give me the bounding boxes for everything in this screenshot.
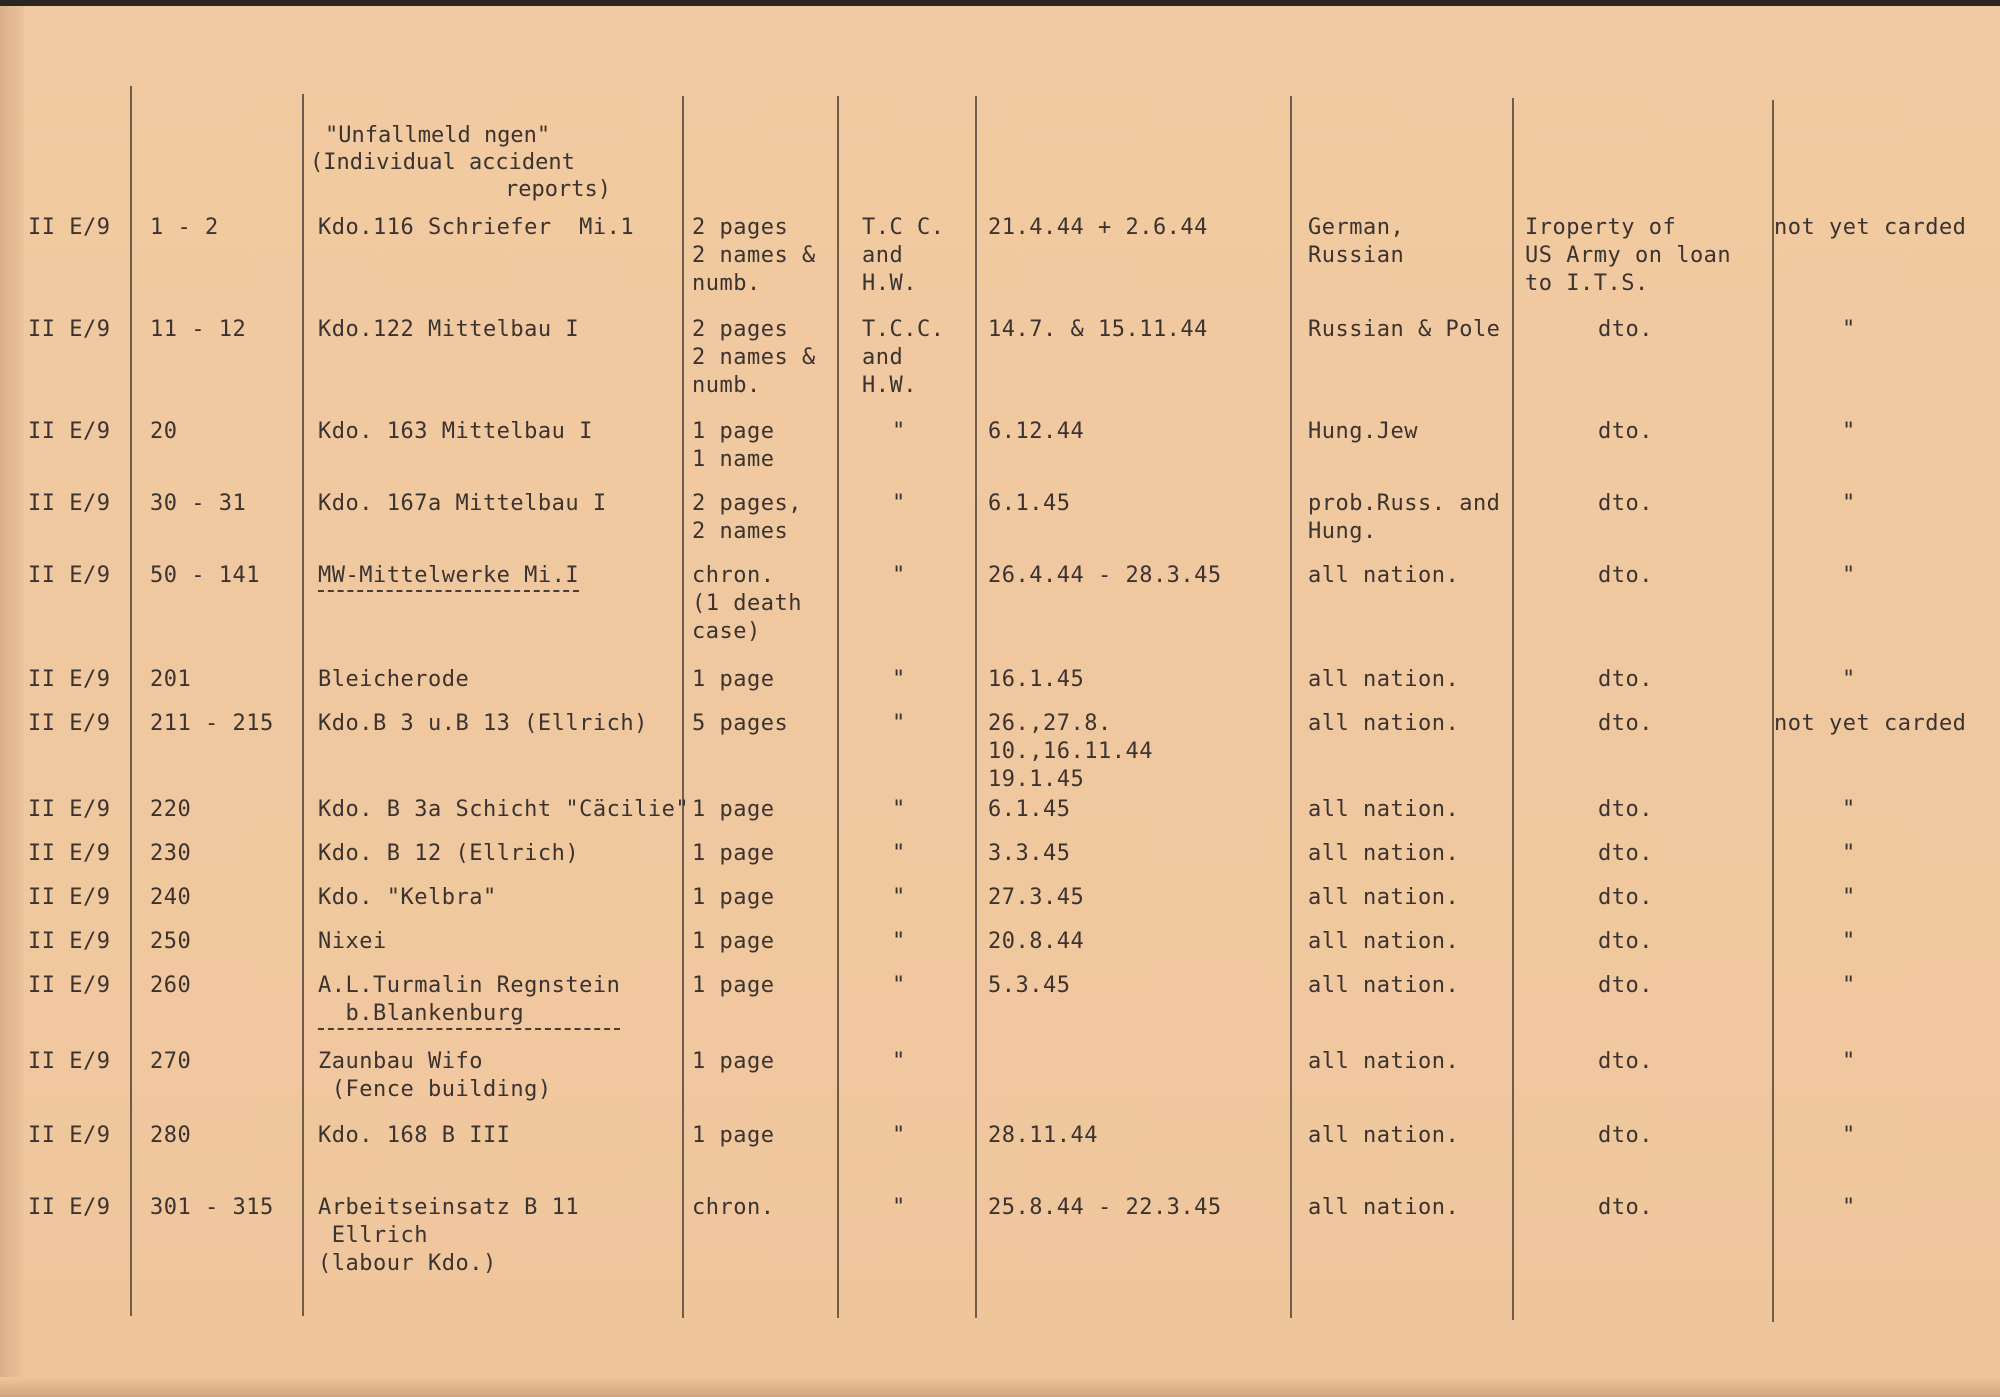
row-extent: 1 page (692, 885, 775, 910)
row-nationality: all nation. (1308, 1123, 1460, 1148)
column-rule (1512, 98, 1514, 1320)
row-ownership: dto. (1598, 667, 1653, 692)
row-nationality: prob.Russ. and Hung. (1308, 491, 1501, 544)
row-place: Kdo. B 3a Schicht "Cäcilie" (318, 797, 690, 822)
row-dates: 3.3.45 (988, 841, 1071, 866)
row-ownership: dto. (1598, 491, 1653, 516)
row-nationality: all nation. (1308, 929, 1460, 954)
row-ref: II E/9 (28, 711, 111, 736)
row-extent: 1 page (692, 1123, 775, 1148)
row-type: " (892, 667, 906, 692)
row-ownership: Iroperty of US Army on loan to I.T.S. (1525, 215, 1732, 296)
column-rule (837, 96, 839, 1318)
row-nationality: German, Russian (1308, 215, 1405, 268)
row-ref: II E/9 (28, 1049, 111, 1074)
row-ref: II E/9 (28, 491, 111, 516)
column-rule (130, 86, 132, 1316)
row-nationality: all nation. (1308, 1049, 1460, 1074)
row-place: Kdo. 163 Mittelbau I (318, 419, 593, 444)
row-extent: 1 page (692, 841, 775, 866)
row-nationality: all nation. (1308, 563, 1460, 588)
row-ref: II E/9 (28, 667, 111, 692)
row-ref: II E/9 (28, 973, 111, 998)
row-nationality: all nation. (1308, 711, 1460, 736)
row-numbers: 280 (150, 1123, 192, 1148)
row-status: " (1842, 1123, 1856, 1148)
row-ownership: dto. (1598, 841, 1653, 866)
row-status: " (1842, 885, 1856, 910)
row-extent: 1 page (692, 929, 775, 954)
row-dates: 6.12.44 (988, 419, 1085, 444)
row-status: " (1842, 419, 1856, 444)
row-ownership: dto. (1598, 797, 1653, 822)
row-place: A.L.Turmalin Regnstein b.Blankenburg (318, 972, 620, 1030)
column-rule (302, 94, 304, 1316)
row-nationality: all nation. (1308, 885, 1460, 910)
row-ownership: dto. (1598, 419, 1653, 444)
row-numbers: 50 - 141 (150, 563, 260, 588)
row-place: Kdo. 168 B III (318, 1123, 511, 1148)
row-place: Nixei (318, 929, 387, 954)
row-type: " (892, 1049, 906, 1074)
row-type: " (892, 711, 906, 736)
row-ownership: dto. (1598, 973, 1653, 998)
row-ref: II E/9 (28, 563, 111, 588)
row-numbers: 30 - 31 (150, 491, 247, 516)
row-type: " (892, 885, 906, 910)
row-dates: 26.,27.8. 10.,16.11.44 19.1.45 (988, 711, 1153, 792)
row-numbers: 211 - 215 (150, 711, 274, 736)
row-status: " (1842, 973, 1856, 998)
row-type: " (892, 929, 906, 954)
row-dates: 21.4.44 + 2.6.44 (988, 215, 1208, 240)
row-ref: II E/9 (28, 215, 111, 240)
row-status: " (1842, 317, 1856, 342)
row-extent: chron. (1 death case) (692, 563, 802, 644)
row-ref: II E/9 (28, 797, 111, 822)
row-status: not yet carded (1774, 711, 1967, 736)
row-type: " (892, 797, 906, 822)
row-dates: 5.3.45 (988, 973, 1071, 998)
row-dates: 20.8.44 (988, 929, 1085, 954)
row-dates: 25.8.44 - 22.3.45 (988, 1195, 1222, 1220)
column-rule (975, 96, 977, 1318)
row-extent: 1 page (692, 667, 775, 692)
row-ownership: dto. (1598, 1123, 1653, 1148)
row-status: " (1842, 1049, 1856, 1074)
row-nationality: all nation. (1308, 841, 1460, 866)
row-status: " (1842, 929, 1856, 954)
row-nationality: all nation. (1308, 667, 1460, 692)
row-ownership: dto. (1598, 711, 1653, 736)
row-type: " (892, 973, 906, 998)
row-place: Zaunbau Wifo (Fence building) (318, 1049, 552, 1102)
row-extent: 2 pages 2 names & numb. (692, 215, 816, 296)
row-ref: II E/9 (28, 885, 111, 910)
row-extent: chron. (692, 1195, 775, 1220)
row-extent: 1 page (692, 1049, 775, 1074)
row-type: T.C C. and H.W. (862, 215, 945, 296)
row-place: Kdo. B 12 (Ellrich) (318, 841, 580, 866)
row-type: " (892, 1195, 906, 1220)
row-numbers: 260 (150, 973, 192, 998)
row-nationality: Hung.Jew (1308, 419, 1418, 444)
row-numbers: 230 (150, 841, 192, 866)
row-place: Bleicherode (318, 667, 470, 692)
row-ownership: dto. (1598, 1049, 1653, 1074)
ledger-page (0, 6, 2000, 1397)
row-numbers: 11 - 12 (150, 317, 247, 342)
row-status: " (1842, 797, 1856, 822)
row-type: " (892, 841, 906, 866)
row-dates: 28.11.44 (988, 1123, 1098, 1148)
row-numbers: 20 (150, 419, 178, 444)
row-place: Kdo.122 Mittelbau I (318, 317, 580, 342)
row-dates: 14.7. & 15.11.44 (988, 317, 1208, 342)
row-place: Arbeitseinsatz B 11 Ellrich (labour Kdo.) (318, 1195, 580, 1276)
row-ref: II E/9 (28, 929, 111, 954)
row-status: " (1842, 1195, 1856, 1220)
row-ref: II E/9 (28, 1123, 111, 1148)
row-ref: II E/9 (28, 317, 111, 342)
header-title: "Unfallmeld ngen" (325, 123, 551, 148)
row-nationality: all nation. (1308, 973, 1460, 998)
row-place: Kdo. 167a Mittelbau I (318, 491, 607, 516)
row-ownership: dto. (1598, 929, 1653, 954)
row-numbers: 301 - 315 (150, 1195, 274, 1220)
row-extent: 1 page 1 name (692, 419, 775, 472)
row-status: " (1842, 841, 1856, 866)
row-dates: 6.1.45 (988, 797, 1071, 822)
row-status: " (1842, 491, 1856, 516)
row-place: MW-Mittelwerke Mi.I (318, 562, 579, 592)
column-rule (682, 96, 684, 1318)
row-extent: 1 page (692, 797, 775, 822)
row-place: Kdo.B 3 u.B 13 (Ellrich) (318, 711, 648, 736)
row-dates: 27.3.45 (988, 885, 1085, 910)
column-rule (1290, 96, 1292, 1318)
row-ref: II E/9 (28, 1195, 111, 1220)
row-type: " (892, 563, 906, 588)
row-ref: II E/9 (28, 419, 111, 444)
row-dates: 26.4.44 - 28.3.45 (988, 563, 1222, 588)
row-place: Kdo. "Kelbra" (318, 885, 497, 910)
header-subtitle-cont: reports) (505, 177, 611, 202)
row-ownership: dto. (1598, 317, 1653, 342)
row-status: " (1842, 563, 1856, 588)
row-place: Kdo.116 Schriefer Mi.1 (318, 215, 635, 240)
row-nationality: Russian & Pole (1308, 317, 1501, 342)
row-dates: 16.1.45 (988, 667, 1085, 692)
row-nationality: all nation. (1308, 1195, 1460, 1220)
row-extent: 2 pages 2 names & numb. (692, 317, 816, 398)
row-ref: II E/9 (28, 841, 111, 866)
row-extent: 5 pages (692, 711, 789, 736)
row-numbers: 250 (150, 929, 192, 954)
row-numbers: 220 (150, 797, 192, 822)
row-numbers: 240 (150, 885, 192, 910)
row-numbers: 270 (150, 1049, 192, 1074)
row-extent: 2 pages, 2 names (692, 491, 802, 544)
header-subtitle: (Individual accident (310, 150, 575, 175)
row-ownership: dto. (1598, 563, 1653, 588)
row-numbers: 1 - 2 (150, 215, 219, 240)
row-extent: 1 page (692, 973, 775, 998)
row-type: " (892, 419, 906, 444)
row-ownership: dto. (1598, 1195, 1653, 1220)
row-numbers: 201 (150, 667, 192, 692)
row-status: " (1842, 667, 1856, 692)
row-nationality: all nation. (1308, 797, 1460, 822)
row-ownership: dto. (1598, 885, 1653, 910)
row-type: T.C.C. and H.W. (862, 317, 945, 398)
row-status: not yet carded (1774, 215, 1967, 240)
row-type: " (892, 1123, 906, 1148)
row-type: " (892, 491, 906, 516)
row-dates: 6.1.45 (988, 491, 1071, 516)
